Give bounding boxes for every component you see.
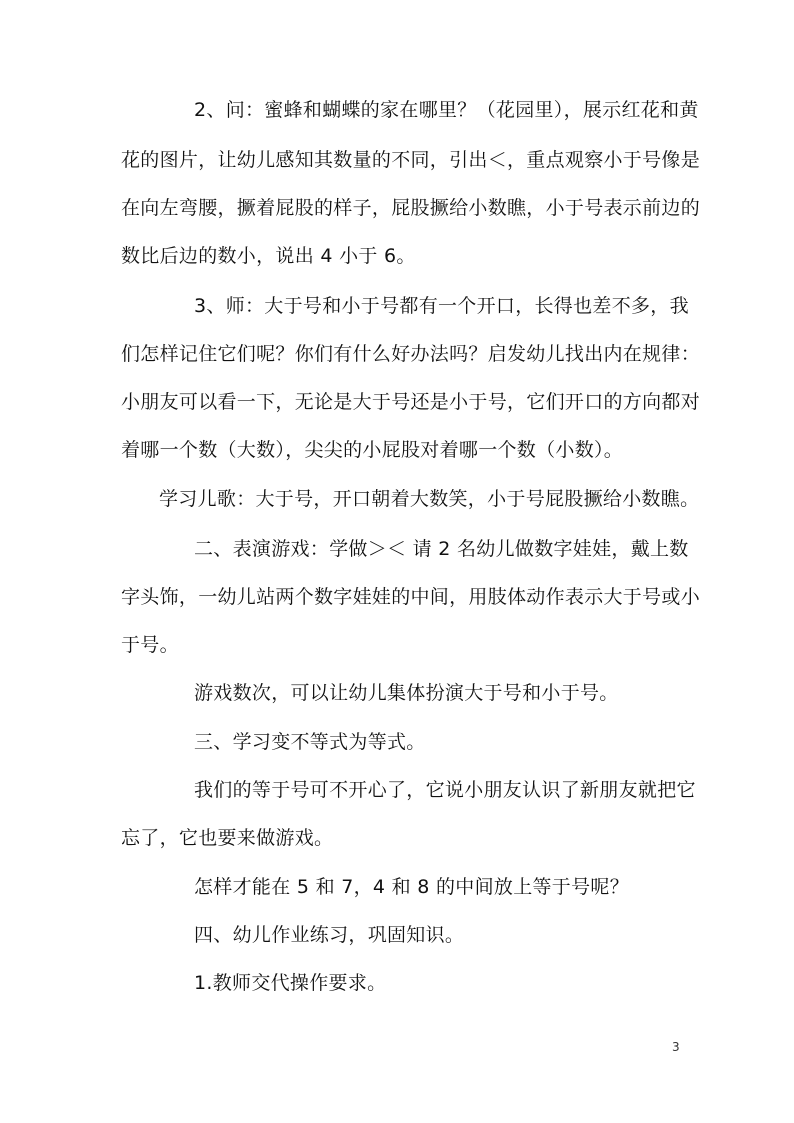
paragraph-2-line-3: 小朋友可以看一下，无论是大于号还是小于号，它们开口的方向都对 [121, 391, 701, 413]
paragraph-5-line-1: 游戏数次，可以让幼儿集体扮演大于号和小于号。 [194, 682, 619, 704]
paragraph-7-line-1: 我们的等于号可不开心了，它说小朋友认识了新朋友就把它 [194, 779, 696, 801]
paragraph-8-line-1: 怎样才能在 5 和 7，4 和 8 的中间放上等于号呢？ [194, 876, 629, 898]
page-number: 3 [672, 1040, 680, 1054]
paragraph-4-line-3: 于号。 [121, 634, 179, 656]
paragraph-2-line-1: 3、师：大于号和小于号都有一个开口，长得也差不多，我 [194, 295, 689, 317]
paragraph-6-line-1: 三、学习变不等式为等式。 [194, 731, 426, 753]
paragraph-3-line-1: 学习儿歌：大于号，开口朝着大数笑，小于号屁股撅给小数瞧。 [159, 488, 700, 510]
paragraph-1-line-2: 花的图片，让幼儿感知其数量的不同，引出＜，重点观察小于号像是 [121, 149, 701, 171]
paragraph-4-line-2: 字头饰，一幼儿站两个数字娃娃的中间，用肢体动作表示大于号或小 [121, 586, 701, 608]
paragraph-1-line-1: 2、问：蜜蜂和蝴蝶的家在哪里？（花园里），展示红花和黄 [194, 99, 699, 121]
paragraph-10-line-1: 1.教师交代操作要求。 [194, 972, 387, 994]
paragraph-4-line-1: 二、表演游戏：学做＞＜ 请 2 名幼儿做数字娃娃，戴上数 [194, 538, 689, 560]
paragraph-9-line-1: 四、幼儿作业练习，巩固知识。 [194, 924, 465, 946]
paragraph-1-line-4: 数比后边的数小，说出 4 小于 6。 [121, 245, 416, 267]
paragraph-2-line-2: 们怎样记住它们呢？你们有什么好办法吗？启发幼儿找出内在规律： [121, 343, 701, 365]
paragraph-2-line-4: 着哪一个数（大数），尖尖的小屁股对着哪一个数（小数）。 [121, 439, 624, 461]
paragraph-1-line-3: 在向左弯腰，撅着屁股的样子，屁股撅给小数瞧，小于号表示前边的 [121, 197, 701, 219]
paragraph-7-line-2: 忘了，它也要来做游戏。 [121, 827, 334, 849]
